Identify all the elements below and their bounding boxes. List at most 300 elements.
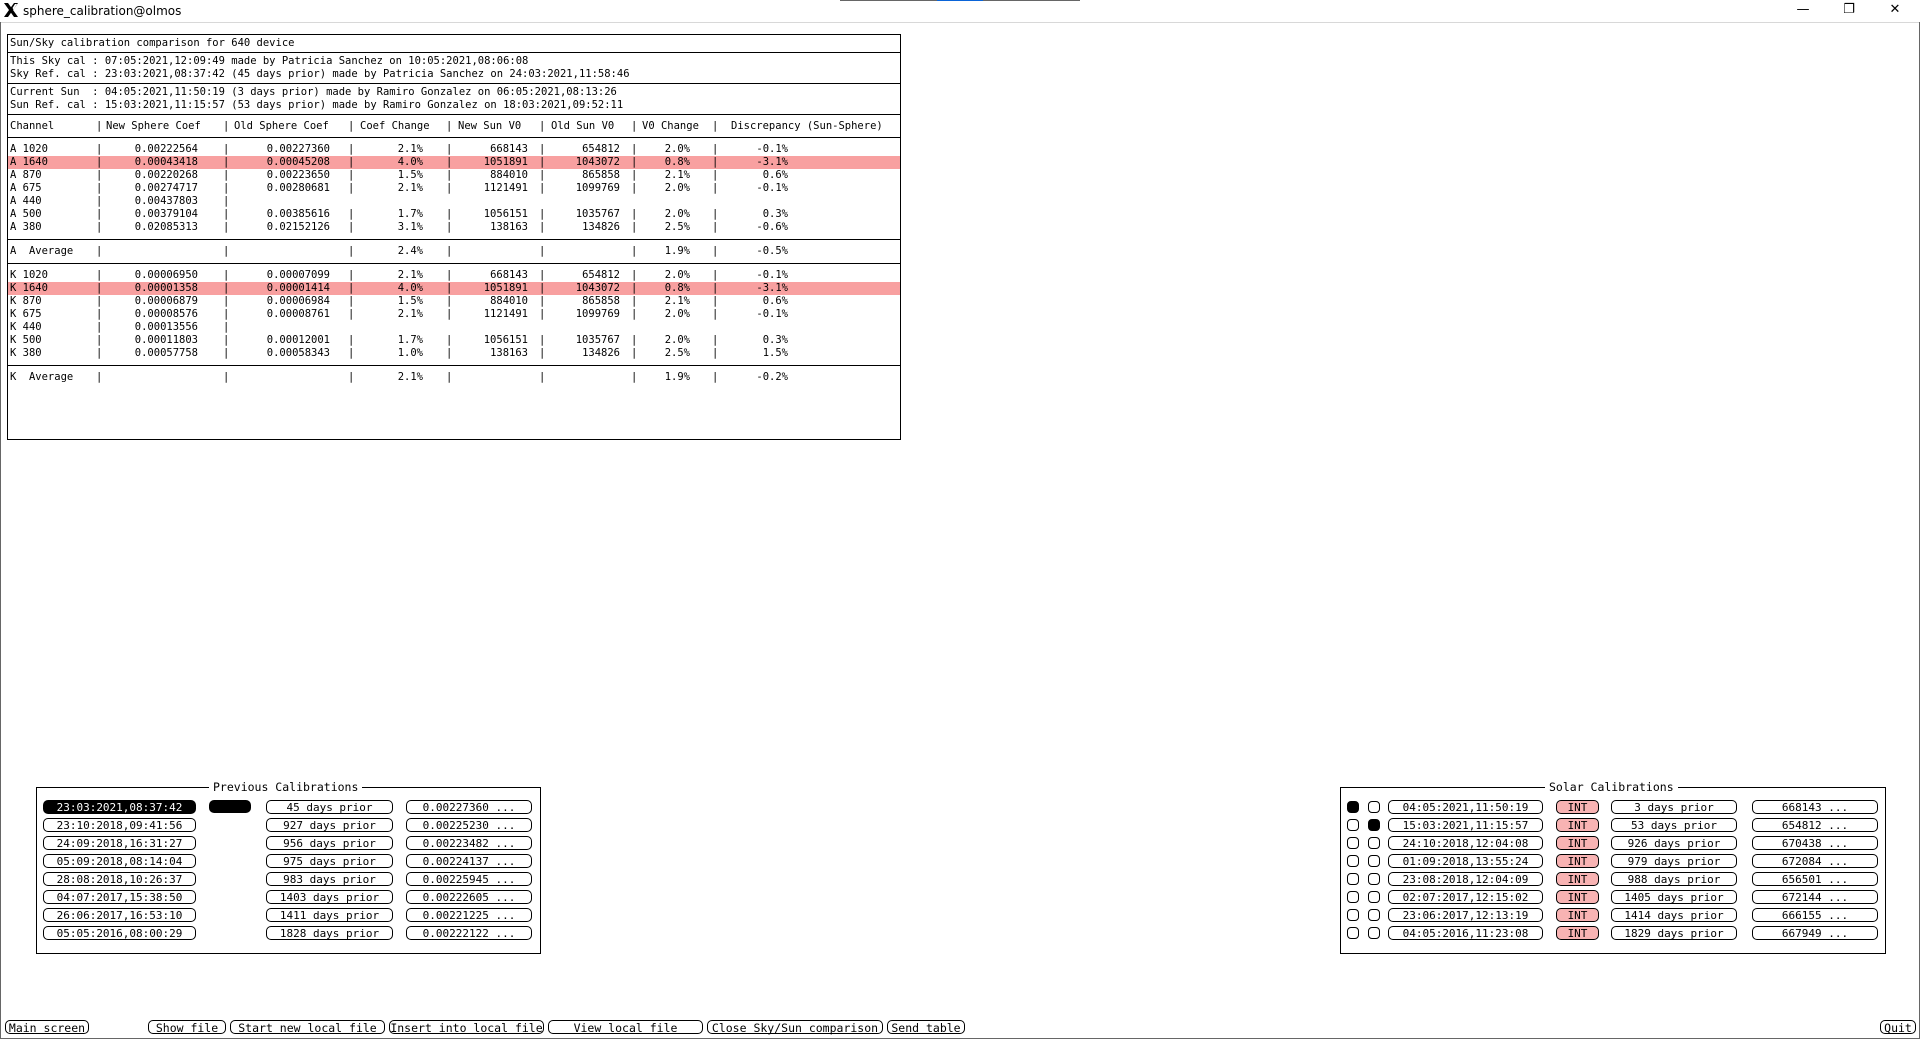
row-pipe: | bbox=[631, 295, 638, 307]
previous-calibration-date[interactable]: 28:08:2018,10:26:37 bbox=[43, 872, 196, 886]
previous-calibration-date[interactable]: 24:09:2018,16:31:27 bbox=[43, 836, 196, 850]
cell-nv: 1056151 bbox=[483, 334, 528, 346]
table-row bbox=[8, 334, 900, 347]
average-pipe: | bbox=[348, 371, 355, 383]
row-pipe: | bbox=[96, 156, 103, 168]
previous-calibration-prior[interactable]: 1403 days prior bbox=[266, 890, 393, 904]
solar-calibration-date[interactable]: 23:06:2017,12:13:19 bbox=[1388, 908, 1543, 922]
cell-ch: A 380 bbox=[10, 221, 42, 233]
cell-d: 1.5% bbox=[762, 347, 788, 359]
solar-calibration-type-badge[interactable]: INT bbox=[1556, 872, 1599, 886]
cell-old: 0.00007099 bbox=[266, 269, 330, 281]
row-pipe: | bbox=[96, 182, 103, 194]
solar-calibration-type-badge[interactable]: INT bbox=[1556, 908, 1599, 922]
cell-new: 0.00043418 bbox=[134, 156, 198, 168]
row-pipe: | bbox=[712, 169, 719, 181]
cell-new: 0.00001358 bbox=[134, 282, 198, 294]
solar-calibration-v0[interactable]: 668143 ... bbox=[1752, 800, 1878, 814]
cell-vc: 0.8% bbox=[664, 282, 690, 294]
sky-cal-line: Sky Ref. cal : 23:03:2021,08:37:42 (45 days prior) made by Patricia Sanchez on 24:03:2021,11:58:46 bbox=[10, 68, 630, 80]
reference-sun-radio[interactable] bbox=[1368, 873, 1380, 885]
row-pipe: | bbox=[446, 334, 453, 346]
row-pipe: | bbox=[96, 334, 103, 346]
cell-new: 0.00222564 bbox=[134, 143, 198, 155]
row-pipe: | bbox=[348, 347, 355, 359]
cell-vc: 0.8% bbox=[664, 156, 690, 168]
row-pipe: | bbox=[712, 156, 719, 168]
average-pipe: | bbox=[446, 245, 453, 257]
k-average-section bbox=[8, 366, 900, 389]
previous-calibration-coef[interactable]: 0.00223482 ... bbox=[406, 836, 532, 850]
current-sun-radio[interactable] bbox=[1347, 801, 1359, 813]
cell-d: -0.2% bbox=[756, 371, 788, 383]
cell-vc: 2.5% bbox=[664, 347, 690, 359]
cell-ov: 1043072 bbox=[575, 282, 620, 294]
current-sun-radio[interactable] bbox=[1347, 873, 1359, 885]
solar-calibration-date[interactable]: 04:05:2021,11:50:19 bbox=[1388, 800, 1543, 814]
row-pipe: | bbox=[96, 143, 103, 155]
column-header-pipe: | bbox=[446, 120, 453, 132]
row-pipe: | bbox=[96, 169, 103, 181]
cell-ov: 1035767 bbox=[575, 334, 620, 346]
cell-ch: K 440 bbox=[10, 321, 42, 333]
solar-calibrations-panel bbox=[1340, 780, 1886, 954]
reference-sun-radio[interactable] bbox=[1368, 837, 1380, 849]
table-row bbox=[8, 143, 900, 156]
cell-cc: 4.0% bbox=[397, 282, 423, 294]
sun-cal-section bbox=[8, 84, 900, 114]
row-pipe: | bbox=[223, 169, 230, 181]
row-pipe: | bbox=[539, 182, 546, 194]
cell-ch: A Average bbox=[10, 245, 74, 257]
cell-new: 0.00379104 bbox=[134, 208, 198, 220]
minimize-button[interactable]: — bbox=[1796, 2, 1810, 17]
report-header-section bbox=[8, 35, 900, 52]
previous-calibrations-legend: Previous Calibrations bbox=[209, 780, 362, 794]
solar-calibration-type-badge[interactable]: INT bbox=[1556, 836, 1599, 850]
reference-sun-radio[interactable] bbox=[1368, 801, 1380, 813]
cell-ch: A 1640 bbox=[10, 156, 48, 168]
previous-calibration-coef[interactable]: 0.00225945 ... bbox=[406, 872, 532, 886]
solar-calibration-type-badge[interactable]: INT bbox=[1556, 926, 1599, 940]
row-pipe: | bbox=[348, 295, 355, 307]
column-header: V0 Change bbox=[642, 120, 699, 132]
solar-calibration-v0[interactable]: 672144 ... bbox=[1752, 890, 1878, 904]
column-header-pipe: | bbox=[348, 120, 355, 132]
cell-old: 0.00058343 bbox=[266, 347, 330, 359]
cell-d: 0.3% bbox=[762, 208, 788, 220]
quit-button[interactable]: Quit bbox=[1880, 1020, 1916, 1034]
cell-new: 0.00006950 bbox=[134, 269, 198, 281]
cell-new: 0.00011803 bbox=[134, 334, 198, 346]
cell-ch: K 380 bbox=[10, 347, 42, 359]
current-sun-radio[interactable] bbox=[1347, 855, 1359, 867]
solar-calibration-prior[interactable]: 979 days prior bbox=[1611, 854, 1737, 868]
cell-old: 0.00045208 bbox=[266, 156, 330, 168]
row-pipe: | bbox=[223, 269, 230, 281]
cell-vc: 2.1% bbox=[664, 295, 690, 307]
row-pipe: | bbox=[96, 208, 103, 220]
solar-calibration-prior[interactable]: 988 days prior bbox=[1611, 872, 1737, 886]
table-row bbox=[8, 347, 900, 360]
column-header: Old Sphere Coef bbox=[234, 120, 329, 132]
table-row bbox=[8, 321, 900, 334]
row-pipe: | bbox=[446, 221, 453, 233]
cell-old: 0.00006984 bbox=[266, 295, 330, 307]
comparison-report bbox=[7, 34, 901, 440]
solar-calibration-v0[interactable]: 670438 ... bbox=[1752, 836, 1878, 850]
cell-d: -0.1% bbox=[756, 182, 788, 194]
solar-calibration-v0[interactable]: 672084 ... bbox=[1752, 854, 1878, 868]
previous-calibration-prior[interactable]: 45 days prior bbox=[266, 800, 393, 814]
row-pipe: | bbox=[446, 295, 453, 307]
show-file-button[interactable]: Show file bbox=[148, 1020, 226, 1034]
row-pipe: | bbox=[712, 295, 719, 307]
cell-d: 0.6% bbox=[762, 169, 788, 181]
cell-vc: 2.1% bbox=[664, 169, 690, 181]
reference-sun-radio[interactable] bbox=[1368, 909, 1380, 921]
cell-new: 0.00057758 bbox=[134, 347, 198, 359]
average-pipe: | bbox=[96, 245, 103, 257]
previous-calibration-prior[interactable]: 983 days prior bbox=[266, 872, 393, 886]
row-pipe: | bbox=[631, 282, 638, 294]
insert-into-local-file-button[interactable]: Insert into local file bbox=[390, 1021, 543, 1034]
close-sky-sun-comparison-button[interactable]: Close Sky/Sun comparison bbox=[707, 1020, 883, 1034]
reference-sun-radio[interactable] bbox=[1368, 891, 1380, 903]
row-pipe: | bbox=[631, 208, 638, 220]
sky-cal-line: This Sky cal : 07:05:2021,12:09:49 made by Patricia Sanchez on 10:05:2021,08:06:08 bbox=[10, 55, 529, 67]
cell-cc: 1.7% bbox=[397, 334, 423, 346]
cell-vc: 2.0% bbox=[664, 308, 690, 320]
column-header: Coef Change bbox=[360, 120, 430, 132]
row-pipe: | bbox=[446, 156, 453, 168]
cell-new: 0.00013556 bbox=[134, 321, 198, 333]
solar-calibration-type-badge[interactable]: INT bbox=[1556, 854, 1599, 868]
cell-nv: 1051891 bbox=[483, 282, 528, 294]
table-row bbox=[8, 182, 900, 195]
cell-old: 0.00012001 bbox=[266, 334, 330, 346]
cell-new: 0.02085313 bbox=[134, 221, 198, 233]
row-pipe: | bbox=[223, 347, 230, 359]
cell-cc: 2.1% bbox=[397, 182, 423, 194]
cell-new: 0.00006879 bbox=[134, 295, 198, 307]
cell-cc: 1.7% bbox=[397, 208, 423, 220]
row-pipe: | bbox=[712, 221, 719, 233]
row-pipe: | bbox=[712, 143, 719, 155]
cell-nv: 884010 bbox=[490, 169, 528, 181]
row-pipe: | bbox=[96, 269, 103, 281]
cell-ov: 1035767 bbox=[575, 208, 620, 220]
cell-ov: 1099769 bbox=[575, 182, 620, 194]
cell-vc: 1.9% bbox=[664, 371, 690, 383]
window-title: sphere_calibration@olmos bbox=[23, 4, 182, 18]
table-row bbox=[8, 308, 900, 321]
current-sun-radio[interactable] bbox=[1347, 891, 1359, 903]
previous-calibration-prior[interactable]: 956 days prior bbox=[266, 836, 393, 850]
cell-cc: 1.5% bbox=[397, 295, 423, 307]
solar-calibration-date[interactable]: 04:05:2016,11:23:08 bbox=[1388, 926, 1543, 940]
solar-calibration-date[interactable]: 23:08:2018,12:04:09 bbox=[1388, 872, 1543, 886]
cell-d: -0.1% bbox=[756, 269, 788, 281]
row-pipe: | bbox=[348, 143, 355, 155]
sun-cal-line: Sun Ref. cal : 15:03:2021,11:15:57 (53 days prior) made by Ramiro Gonzalez on 18:03:2021,09:52:11 bbox=[10, 99, 624, 111]
row-pipe: | bbox=[348, 308, 355, 320]
row-pipe: | bbox=[631, 347, 638, 359]
cell-d: 0.6% bbox=[762, 295, 788, 307]
row-pipe: | bbox=[348, 221, 355, 233]
cell-ch: A 500 bbox=[10, 208, 42, 220]
column-header-pipe: | bbox=[712, 120, 719, 132]
row-pipe: | bbox=[712, 308, 719, 320]
solar-calibration-v0[interactable]: 667949 ... bbox=[1752, 926, 1878, 940]
cell-ch: K 1020 bbox=[10, 269, 48, 281]
solar-calibration-v0[interactable]: 656501 ... bbox=[1752, 872, 1878, 886]
sun-cal-line: Current Sun : 04:05:2021,11:50:19 (3 days prior) made by Ramiro Gonzalez on 06:05:2021,08:13:26 bbox=[10, 86, 617, 98]
cell-cc: 1.5% bbox=[397, 169, 423, 181]
cell-ov: 134826 bbox=[582, 347, 620, 359]
row-pipe: | bbox=[446, 182, 453, 194]
column-header-section bbox=[8, 115, 900, 137]
cell-d: 0.3% bbox=[762, 334, 788, 346]
current-sun-radio[interactable] bbox=[1347, 837, 1359, 849]
cell-old: 0.00227360 bbox=[266, 143, 330, 155]
previous-calibration-coef[interactable]: 0.00222122 ... bbox=[406, 926, 532, 940]
previous-calibration-date[interactable]: 23:10:2018,09:41:56 bbox=[43, 818, 196, 832]
average-row bbox=[8, 245, 900, 258]
cell-ov: 134826 bbox=[582, 221, 620, 233]
row-pipe: | bbox=[631, 269, 638, 281]
row-pipe: | bbox=[712, 347, 719, 359]
column-header-pipe: | bbox=[223, 120, 230, 132]
previous-calibration-prior[interactable]: 1411 days prior bbox=[266, 908, 393, 922]
solar-calibration-type-badge[interactable]: INT bbox=[1556, 890, 1599, 904]
reference-sun-radio[interactable] bbox=[1368, 927, 1380, 939]
row-pipe: | bbox=[539, 295, 546, 307]
cell-nv: 138163 bbox=[490, 347, 528, 359]
restore-button[interactable]: ❐ bbox=[1843, 2, 1855, 17]
previous-calibrations-panel bbox=[36, 780, 541, 954]
close-button[interactable]: ✕ bbox=[1889, 2, 1901, 17]
row-pipe: | bbox=[223, 208, 230, 220]
cell-d: -0.6% bbox=[756, 221, 788, 233]
current-sun-radio[interactable] bbox=[1347, 819, 1359, 831]
view-local-file-button[interactable]: View local file bbox=[548, 1020, 703, 1034]
previous-calibration-coef[interactable]: 0.00222605 ... bbox=[406, 890, 532, 904]
cell-nv: 1051891 bbox=[483, 156, 528, 168]
row-pipe: | bbox=[223, 221, 230, 233]
row-pipe: | bbox=[348, 182, 355, 194]
reference-sun-radio[interactable] bbox=[1368, 819, 1380, 831]
row-pipe: | bbox=[96, 282, 103, 294]
title-bar bbox=[0, 0, 1920, 23]
row-pipe: | bbox=[348, 269, 355, 281]
previous-calibration-date[interactable]: 23:03:2021,08:37:42 bbox=[43, 800, 196, 814]
column-header-pipe: | bbox=[96, 120, 103, 132]
average-pipe: | bbox=[539, 245, 546, 257]
solar-calibration-date[interactable]: 24:10:2018,12:04:08 bbox=[1388, 836, 1543, 850]
row-pipe: | bbox=[446, 347, 453, 359]
solar-calibration-type-badge[interactable]: INT bbox=[1556, 818, 1599, 832]
cell-nv: 1121491 bbox=[483, 308, 528, 320]
cell-ch: K 500 bbox=[10, 334, 42, 346]
row-pipe: | bbox=[223, 321, 230, 333]
cell-nv: 138163 bbox=[490, 221, 528, 233]
row-pipe: | bbox=[96, 295, 103, 307]
average-pipe: | bbox=[712, 245, 719, 257]
current-sun-radio[interactable] bbox=[1347, 909, 1359, 921]
send-table-button[interactable]: Send table bbox=[887, 1020, 965, 1034]
cell-cc: 2.1% bbox=[397, 143, 423, 155]
average-pipe: | bbox=[348, 245, 355, 257]
row-pipe: | bbox=[446, 208, 453, 220]
table-row bbox=[8, 156, 900, 169]
average-pipe: | bbox=[712, 371, 719, 383]
previous-calibration-date[interactable]: 05:05:2016,08:00:29 bbox=[43, 926, 196, 940]
cell-vc: 2.0% bbox=[664, 182, 690, 194]
main-screen-button[interactable]: Main screen bbox=[5, 1020, 89, 1034]
cell-cc: 2.1% bbox=[397, 371, 423, 383]
cell-old: 0.00385616 bbox=[266, 208, 330, 220]
average-row bbox=[8, 371, 900, 384]
row-pipe: | bbox=[223, 182, 230, 194]
cell-cc: 2.4% bbox=[397, 245, 423, 257]
sky-cal-section bbox=[8, 53, 900, 83]
average-pipe: | bbox=[223, 371, 230, 383]
solar-calibrations-legend: Solar Calibrations bbox=[1545, 780, 1678, 794]
previous-calibration-coef[interactable]: 0.00224137 ... bbox=[406, 854, 532, 868]
cell-vc: 1.9% bbox=[664, 245, 690, 257]
row-pipe: | bbox=[539, 334, 546, 346]
table-row bbox=[8, 269, 900, 282]
column-header: Channel bbox=[10, 120, 55, 132]
solar-calibration-prior[interactable]: 53 days prior bbox=[1611, 818, 1737, 832]
a-channel-section bbox=[8, 138, 900, 239]
cell-d: -3.1% bbox=[756, 282, 788, 294]
previous-calibration-coef[interactable]: 0.00221225 ... bbox=[406, 908, 532, 922]
cell-nv: 668143 bbox=[490, 269, 528, 281]
cell-ch: A 440 bbox=[10, 195, 42, 207]
cell-nv: 1056151 bbox=[483, 208, 528, 220]
cell-ch: K 870 bbox=[10, 295, 42, 307]
row-pipe: | bbox=[631, 169, 638, 181]
solar-calibration-prior[interactable]: 1405 days prior bbox=[1611, 890, 1737, 904]
solar-calibration-prior[interactable]: 926 days prior bbox=[1611, 836, 1737, 850]
x11-logo-icon bbox=[3, 2, 19, 18]
cell-old: 0.00001414 bbox=[266, 282, 330, 294]
row-pipe: | bbox=[348, 282, 355, 294]
row-pipe: | bbox=[446, 308, 453, 320]
reference-sun-radio[interactable] bbox=[1368, 855, 1380, 867]
row-pipe: | bbox=[446, 169, 453, 181]
previous-calibration-prior[interactable]: 927 days prior bbox=[266, 818, 393, 832]
column-header: New Sun V0 bbox=[458, 120, 522, 132]
row-pipe: | bbox=[631, 156, 638, 168]
cell-ch: K Average bbox=[10, 371, 74, 383]
title-decoration-accent bbox=[937, 0, 983, 1]
cell-cc: 3.1% bbox=[397, 221, 423, 233]
cell-ch: K 675 bbox=[10, 308, 42, 320]
previous-calibration-date[interactable]: 26:06:2017,16:53:10 bbox=[43, 908, 196, 922]
previous-calibration-prior[interactable]: 975 days prior bbox=[266, 854, 393, 868]
cell-old: 0.00008761 bbox=[266, 308, 330, 320]
cell-vc: 2.5% bbox=[664, 221, 690, 233]
solar-calibration-type-badge[interactable]: INT bbox=[1556, 800, 1599, 814]
cell-ch: A 870 bbox=[10, 169, 42, 181]
row-pipe: | bbox=[539, 156, 546, 168]
row-pipe: | bbox=[446, 143, 453, 155]
cell-new: 0.00274717 bbox=[134, 182, 198, 194]
row-pipe: | bbox=[96, 321, 103, 333]
cell-nv: 884010 bbox=[490, 295, 528, 307]
table-row bbox=[8, 208, 900, 221]
cell-old: 0.02152126 bbox=[266, 221, 330, 233]
k-channel-section bbox=[8, 264, 900, 365]
column-header-row bbox=[8, 120, 900, 133]
previous-calibration-prior[interactable]: 1828 days prior bbox=[266, 926, 393, 940]
solar-calibration-prior[interactable]: 3 days prior bbox=[1611, 800, 1737, 814]
average-pipe: | bbox=[96, 371, 103, 383]
cell-cc: 2.1% bbox=[397, 308, 423, 320]
cell-d: -0.1% bbox=[756, 143, 788, 155]
cell-new: 0.00437803 bbox=[134, 195, 198, 207]
column-header: Discrepancy (Sun-Sphere) bbox=[731, 120, 883, 132]
row-pipe: | bbox=[539, 221, 546, 233]
row-pipe: | bbox=[96, 221, 103, 233]
row-pipe: | bbox=[539, 169, 546, 181]
solar-calibration-prior[interactable]: 1829 days prior bbox=[1611, 926, 1737, 940]
cell-ov: 1099769 bbox=[575, 308, 620, 320]
row-pipe: | bbox=[446, 282, 453, 294]
cell-old: 0.00223650 bbox=[266, 169, 330, 181]
solar-calibration-date[interactable]: 15:03:2021,11:15:57 bbox=[1388, 818, 1543, 832]
average-pipe: | bbox=[539, 371, 546, 383]
row-pipe: | bbox=[539, 347, 546, 359]
row-pipe: | bbox=[539, 208, 546, 220]
cell-d: -3.1% bbox=[756, 156, 788, 168]
row-pipe: | bbox=[223, 143, 230, 155]
solar-calibration-v0[interactable]: 666155 ... bbox=[1752, 908, 1878, 922]
report-header: Sun/Sky calibration comparison for 640 device bbox=[10, 37, 295, 49]
row-pipe: | bbox=[539, 143, 546, 155]
row-pipe: | bbox=[539, 308, 546, 320]
row-pipe: | bbox=[631, 143, 638, 155]
average-pipe: | bbox=[446, 371, 453, 383]
row-pipe: | bbox=[348, 156, 355, 168]
previous-calibration-date[interactable]: 04:07:2017,15:38:50 bbox=[43, 890, 196, 904]
average-pipe: | bbox=[223, 245, 230, 257]
start-new-local-file-button[interactable]: Start new local file bbox=[230, 1020, 385, 1034]
solar-calibration-prior[interactable]: 1414 days prior bbox=[1611, 908, 1737, 922]
row-pipe: | bbox=[223, 156, 230, 168]
current-sun-radio[interactable] bbox=[1347, 927, 1359, 939]
row-pipe: | bbox=[446, 269, 453, 281]
cell-vc: 2.0% bbox=[664, 269, 690, 281]
previous-calibration-date[interactable]: 05:09:2018,08:14:04 bbox=[43, 854, 196, 868]
cell-ov: 1043072 bbox=[575, 156, 620, 168]
cell-ov: 865858 bbox=[582, 295, 620, 307]
row-pipe: | bbox=[712, 269, 719, 281]
row-pipe: | bbox=[631, 334, 638, 346]
solar-calibration-date[interactable]: 01:09:2018,13:55:24 bbox=[1388, 854, 1543, 868]
solar-calibration-v0[interactable]: 654812 ... bbox=[1752, 818, 1878, 832]
row-pipe: | bbox=[96, 308, 103, 320]
table-row bbox=[8, 195, 900, 208]
cell-vc: 2.0% bbox=[664, 143, 690, 155]
solar-calibration-date[interactable]: 02:07:2017,12:15:02 bbox=[1388, 890, 1543, 904]
previous-calibration-coef[interactable]: 0.00227360 ... bbox=[406, 800, 532, 814]
average-pipe: | bbox=[631, 245, 638, 257]
previous-calibration-coef[interactable]: 0.00225230 ... bbox=[406, 818, 532, 832]
